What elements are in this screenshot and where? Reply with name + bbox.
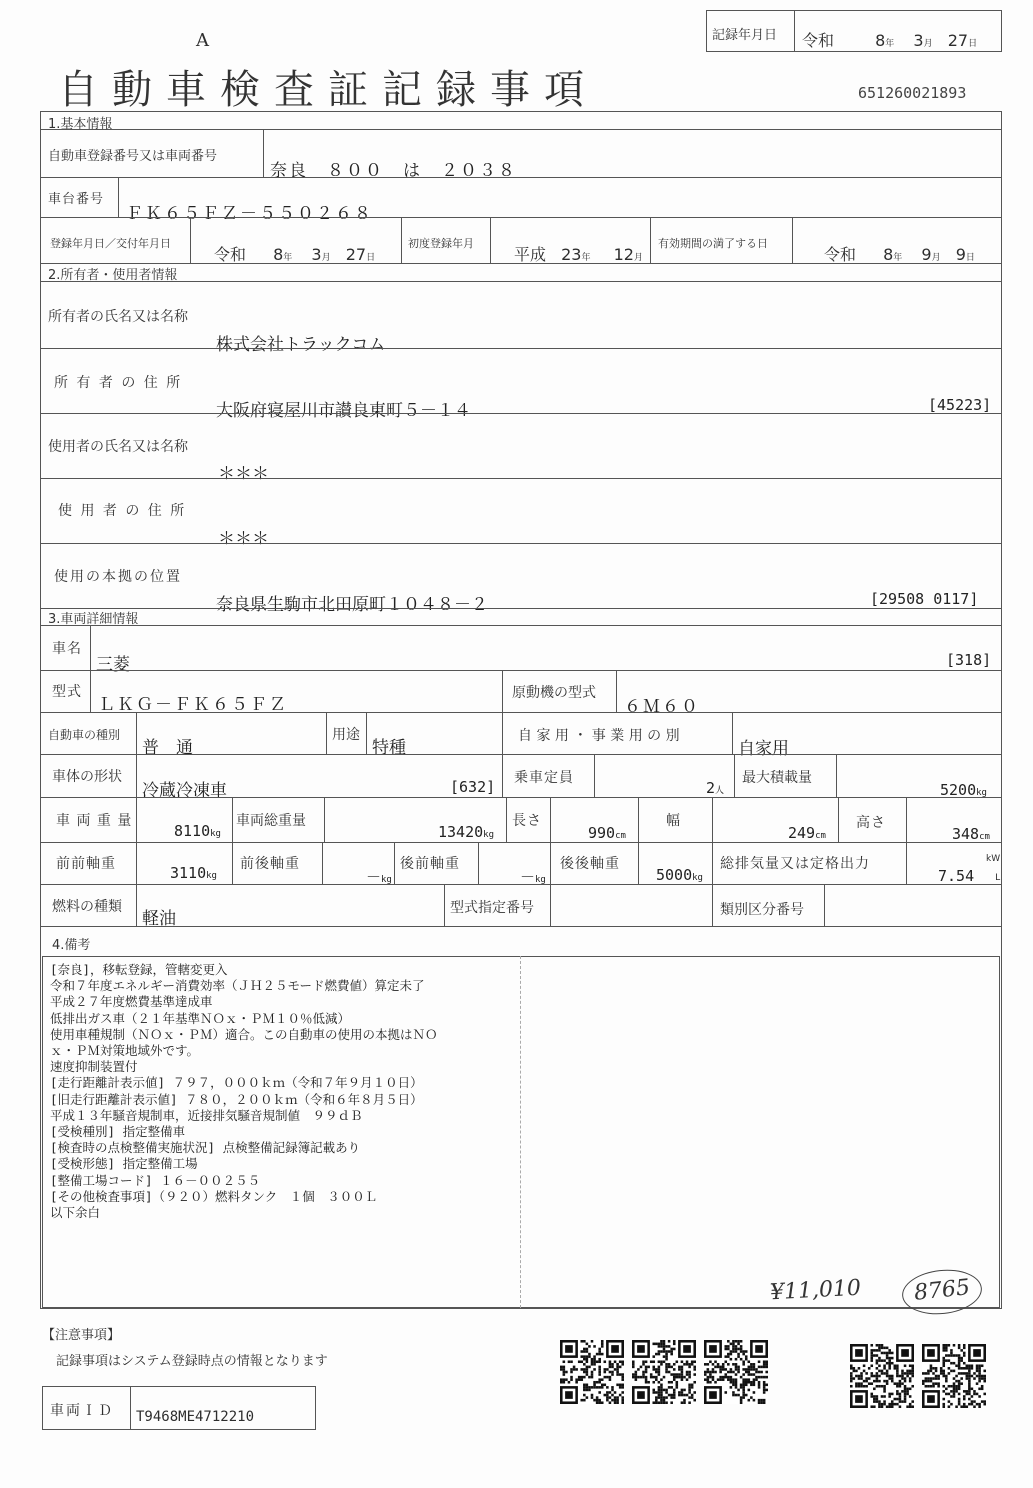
- owner-name-label: 所有者の氏名又は名称: [48, 309, 188, 325]
- qr-code-2: [632, 1340, 696, 1404]
- first-reg-value: 平成 23年 12月: [514, 245, 643, 264]
- remarks-line: [受検形態] 指定整備工場: [50, 1156, 198, 1172]
- private-value: 自家用: [738, 739, 789, 759]
- section-remarks: 4.備考: [52, 938, 91, 953]
- remarks-line: [整備工場コード] １６－００２５５: [50, 1172, 261, 1188]
- notice-text: 記録事項はシステム登録時点の情報となります: [56, 1354, 328, 1369]
- kind-label: 自動車の種別: [48, 728, 121, 742]
- max-load-value: 5200kg: [940, 781, 987, 799]
- weight-label: 車 両 重 量: [56, 813, 133, 829]
- remarks-line: [その他検査事項]（９２０）燃料タンク １個 ３００Ｌ: [50, 1188, 378, 1204]
- remarks-line: 低排出ガス車（２１年基準ＮＯｘ・ＰＭ１０％低減）: [50, 1010, 351, 1026]
- model-value: ＬＫＧ－ＦＫ６５ＦＺ: [98, 695, 288, 715]
- private-label: 自 家 用 ・ 事 業 用 の 別: [518, 728, 680, 744]
- capacity-label: 乗車定員: [514, 770, 574, 786]
- displacement-value: 7.54: [938, 867, 975, 885]
- rf-axle-value: －kg: [520, 868, 546, 886]
- width-label: 幅: [666, 813, 681, 829]
- fuel-value: 軽油: [142, 909, 176, 929]
- remarks-line: [走行距離計表示値] ７９７，０００ｋｍ（令和７年９月１０日）: [50, 1075, 423, 1091]
- kind-value: 普 通: [142, 738, 193, 758]
- vehicle-id-label: 車両ＩＤ: [50, 1403, 114, 1419]
- document-title: 自動車検査証記録事項: [58, 67, 598, 113]
- class-no-label: 類別区分番号: [720, 902, 804, 918]
- handwritten-price: ¥11,010: [769, 1275, 862, 1306]
- owner-addr-value: 大阪府寝屋川市讃良東町５－１４: [216, 401, 471, 421]
- owner-addr-label: 所 有 者 の 住 所: [54, 375, 183, 391]
- displacement-unit: kW L: [986, 854, 1001, 883]
- maker-code: [318]: [946, 651, 992, 669]
- remarks-line: 以下余白: [50, 1205, 101, 1221]
- expiry-value: 令和 8年 9月 9日: [824, 245, 975, 264]
- rr-axle-label: 後後軸重: [560, 856, 620, 872]
- user-addr-value: ＊＊＊: [218, 529, 269, 549]
- remarks-line: 使用車種規制（ＮＯｘ・ＰＭ）適合。この自動車の使用の本拠はＮＯ: [50, 1026, 438, 1042]
- body-code: [632]: [450, 778, 496, 796]
- record-date-label: 記録年月日: [712, 28, 778, 43]
- remarks-line: 平成２７年度燃費基準達成車: [50, 994, 213, 1010]
- height-label: 高さ: [856, 815, 886, 831]
- remarks-line: ｘ・ＰＭ対策地域外です。: [50, 1043, 200, 1059]
- maker-label: 車名: [52, 641, 82, 657]
- gross-value: 13420kg: [438, 823, 494, 841]
- owner-name-value: 株式会社トラックコム: [216, 335, 386, 355]
- ff-axle-value: 3110kg: [170, 864, 217, 882]
- remarks-line: [奈良]，移転登録，管轄変更入: [50, 962, 228, 977]
- base-code: [29508 0117]: [870, 590, 979, 608]
- section-basic-info: 1.基本情報: [48, 117, 113, 132]
- reg-date-value: 令和 8年 3月 27日: [214, 245, 376, 264]
- remarks-line: 令和７年度エネルギー消費効率（ＪＨ２５モード燃費値）算定未了: [50, 978, 425, 994]
- reg-no-value: 奈良 ８００ は ２０３８: [270, 161, 517, 181]
- body-label: 車体の形状: [52, 769, 122, 785]
- owner-addr-code: [45223]: [928, 396, 992, 414]
- reg-date-label: 登録年月日／交付年月日: [50, 237, 171, 250]
- qr-code-5: [922, 1344, 986, 1408]
- length-value: 990cm: [588, 824, 626, 842]
- qr-code-3: [704, 1340, 768, 1404]
- body-value: 冷蔵冷凍車: [142, 781, 227, 801]
- maker-value: 三菱: [96, 655, 130, 675]
- qr-code-4: [850, 1344, 914, 1408]
- weight-value: 8110kg: [174, 822, 221, 840]
- remarks-line: [受検種別] 指定整備車: [50, 1124, 186, 1140]
- section-owner-info: 2.所有者・使用者情報: [48, 268, 178, 283]
- remarks-text: [50, 962, 438, 1221]
- width-value: 249cm: [788, 824, 826, 842]
- rf-axle-label: 後前軸重: [400, 856, 460, 872]
- handwritten-code-text: 8765: [912, 1275, 972, 1306]
- vehicle-id-value: T9468ME4712210: [136, 1409, 255, 1425]
- capacity-value: 2人: [706, 779, 725, 797]
- remarks-line: [旧走行距離計表示値] ７８０，２００ｋｍ（令和６年８月５日）: [50, 1091, 423, 1107]
- remarks-line: 平成１３年騒音規制車，近接排気騒音規制値 ９９ｄＢ: [50, 1107, 363, 1123]
- base-label: 使用の本拠の位置: [54, 569, 182, 585]
- displacement-label: 総排気量又は定格出力: [720, 856, 870, 872]
- remarks-line: 速度抑制装置付: [50, 1059, 138, 1075]
- user-name-value: ＊＊＊: [218, 464, 269, 484]
- user-name-label: 使用者の氏名又は名称: [48, 439, 188, 455]
- record-date: 令和 8年 3月 27日: [802, 31, 978, 50]
- remarks-line: [検査時の点検整備実施状況] 点検整備記録簿記載あり: [50, 1140, 361, 1156]
- first-reg-label: 初度登録年月: [408, 237, 474, 250]
- use-value: 特種: [372, 738, 406, 758]
- gross-label: 車両総重量: [236, 813, 306, 829]
- height-value: 348cm: [952, 825, 990, 843]
- user-addr-label: 使 用 者 の 住 所: [58, 503, 187, 519]
- reg-no-label: 自動車登録番号又は車両番号: [48, 149, 218, 164]
- engine-label: 原動機の型式: [512, 685, 596, 701]
- notice-title: 【注意事項】: [42, 1328, 121, 1343]
- base-value: 奈良県生駒市北田原町１０４８－２: [216, 595, 488, 615]
- fr-axle-value: －kg: [366, 868, 392, 886]
- model-label: 型式: [52, 684, 82, 700]
- document-number: 651260021893: [858, 84, 967, 102]
- type-no-label: 型式指定番号: [450, 900, 534, 916]
- engine-value: ６Ｍ６０: [624, 697, 700, 717]
- qr-code-1: [560, 1340, 624, 1404]
- chassis-label: 車台番号: [48, 192, 105, 207]
- use-label: 用途: [332, 727, 360, 743]
- length-label: 長さ: [512, 813, 542, 829]
- rr-axle-value: 5000kg: [656, 866, 703, 884]
- document-mark: A: [196, 30, 209, 51]
- fuel-label: 燃料の種類: [52, 899, 122, 915]
- chassis-value: ＦＫ６５ＦＺ－５５０２６８: [126, 204, 373, 224]
- max-load-label: 最大積載量: [742, 770, 812, 786]
- fr-axle-label: 前後軸重: [240, 856, 300, 872]
- ff-axle-label: 前前軸重: [56, 856, 116, 872]
- expiry-label: 有効期間の満了する日: [658, 237, 768, 250]
- section-vehicle-info: 3.車両詳細情報: [48, 612, 139, 627]
